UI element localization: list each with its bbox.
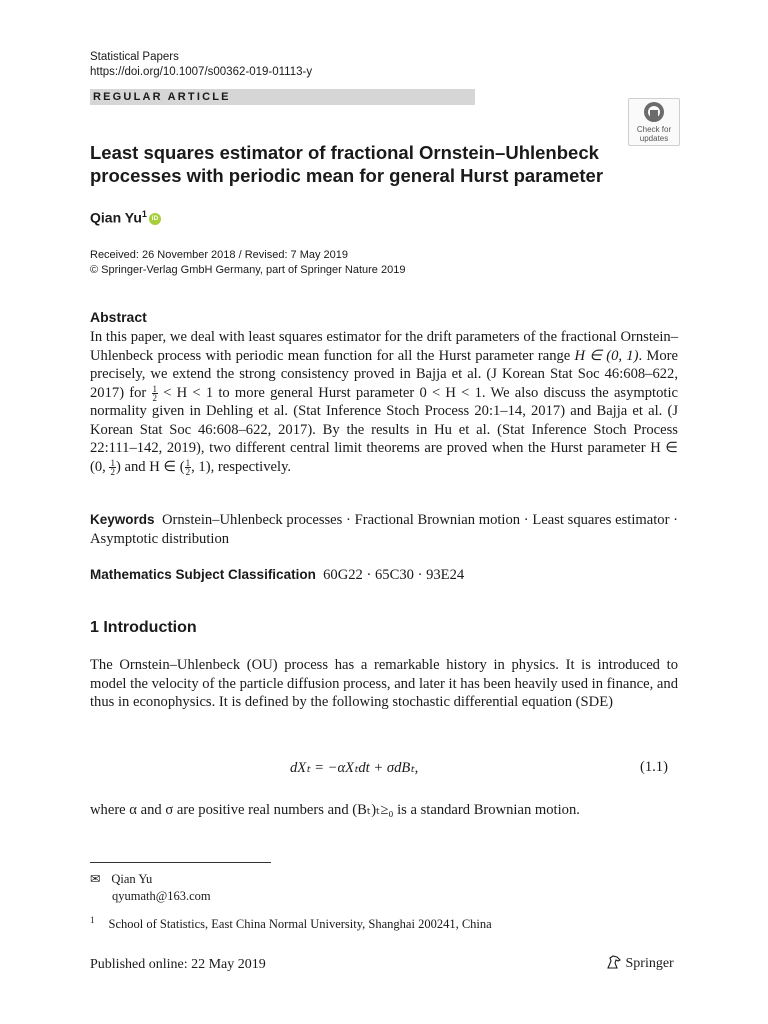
- received-dates: Received: 26 November 2018 / Revised: 7 May 2019: [90, 249, 349, 261]
- author-name[interactable]: Qian Yu: [90, 209, 142, 226]
- article-type-banner: REGULAR ARTICLE: [90, 89, 475, 105]
- contact-block: [90, 871, 211, 905]
- footnote-divider: [90, 862, 271, 863]
- abstract-text-3: < H < 1 to more general Hurst parameter 0 < H < 1. We also discuss the asymptotic normality given in Dehling et al. (Stat Inference Stoch Process 20:1–14, 2017) and Bajja et al. (J Korean Stat Soc 46:608–622, 2017). By the results in Hu et al. (Stat Inference Stoch Process 22:111–142, 2019), two different central limit theorems are proved when the Hurst parameter: [90, 384, 678, 456]
- abstract-text-4a: H ∈ (0,: [90, 440, 678, 475]
- intro-continuation: where α and σ are positive real numbers and (Bₜ)ₜ≥₀ is a standard Brownian motion.: [90, 802, 580, 818]
- equation-1-1: dXₜ = −αXₜdt + σdBₜ,: [290, 760, 419, 776]
- abstract-text-4b: ) and H ∈ (: [115, 458, 185, 475]
- abstract-body: [90, 328, 678, 476]
- equation-number: (1.1): [640, 759, 668, 775]
- msc-codes: 60G22 · 65C30 · 93E24: [323, 567, 465, 583]
- copyright: © Springer-Verlag GmbH Germany, part of Springer Nature 2019: [90, 264, 406, 276]
- msc-block: [90, 567, 464, 584]
- envelope-icon: ✉: [90, 872, 101, 886]
- check-for-updates-badge[interactable]: [628, 98, 680, 146]
- msc-label: Mathematics Subject Classification: [90, 567, 316, 582]
- keywords-label: Keywords: [90, 512, 155, 527]
- abstract-heading: Abstract: [90, 309, 147, 325]
- orcid-icon[interactable]: iD: [149, 213, 161, 225]
- journal-info: [90, 50, 312, 80]
- contact-name: Qian Yu: [111, 872, 153, 886]
- dates-block: [90, 248, 405, 278]
- title-line-1: Least squares estimator of fractional Ornstein–Uhlenbeck: [90, 142, 599, 163]
- affiliation-number: 1: [90, 915, 95, 925]
- paper-title: [90, 141, 650, 187]
- keywords-block: [90, 511, 678, 548]
- section-heading-introduction: 1 Introduction: [90, 619, 197, 636]
- fraction-half-3: $\frac{1}{2}$: [185, 457, 191, 477]
- author-line: [90, 209, 161, 226]
- abstract-range: H ∈ (0, 1): [574, 347, 639, 364]
- title-line-2: processes with periodic mean for general Hurst parameter: [90, 165, 604, 186]
- publisher-name: Springer: [625, 956, 674, 971]
- fraction-half-2: $\frac{1}{2}$: [110, 457, 115, 477]
- affiliation-text: School of Statistics, East China Normal University, Shanghai 200241, China: [108, 917, 492, 932]
- keywords-text: Ornstein–Uhlenbeck processes · Fractional Brownian motion · Least squares estimator · Asymptotic distribution: [90, 512, 678, 547]
- fraction-half: $\frac{1}{2}$: [152, 383, 157, 403]
- abstract-text-1: In this paper, we deal with least squares estimator for the drift parameters of the fractional Ornstein–Uhlenbeck process with periodic mean function for all the Hurst parameter range: [90, 329, 678, 364]
- check-updates-icon: [629, 99, 679, 125]
- journal-name: Statistical Papers: [90, 51, 179, 63]
- doi-link[interactable]: https://doi.org/10.1007/s00362-019-01113-y: [90, 66, 313, 78]
- author-affil-sup: 1: [141, 209, 147, 219]
- check-updates-label: Check for updates: [636, 125, 672, 143]
- springer-horse-icon: [606, 955, 622, 969]
- contact-email[interactable]: qyumath@163.com: [112, 889, 211, 903]
- published-date: Published online: 22 May 2019: [90, 957, 266, 972]
- affiliation: [90, 915, 492, 932]
- abstract-text-4c: , 1), respectively.: [191, 458, 292, 475]
- abstract-text-2: . More precisely, we extend the strong consistency proved in Bajja et al. (J Korean Stat Soc 46:608–622, 2017) for: [90, 347, 678, 401]
- intro-paragraph: The Ornstein–Uhlenbeck (OU) process has a remarkable history in physics. It is introduced to model the velocity of the particle diffusion process, and later it has been heavily used in finance, and thus in econophysics. It is defined by the following stochastic differential equation (SDE): [90, 657, 678, 710]
- publisher-logo: [606, 955, 674, 972]
